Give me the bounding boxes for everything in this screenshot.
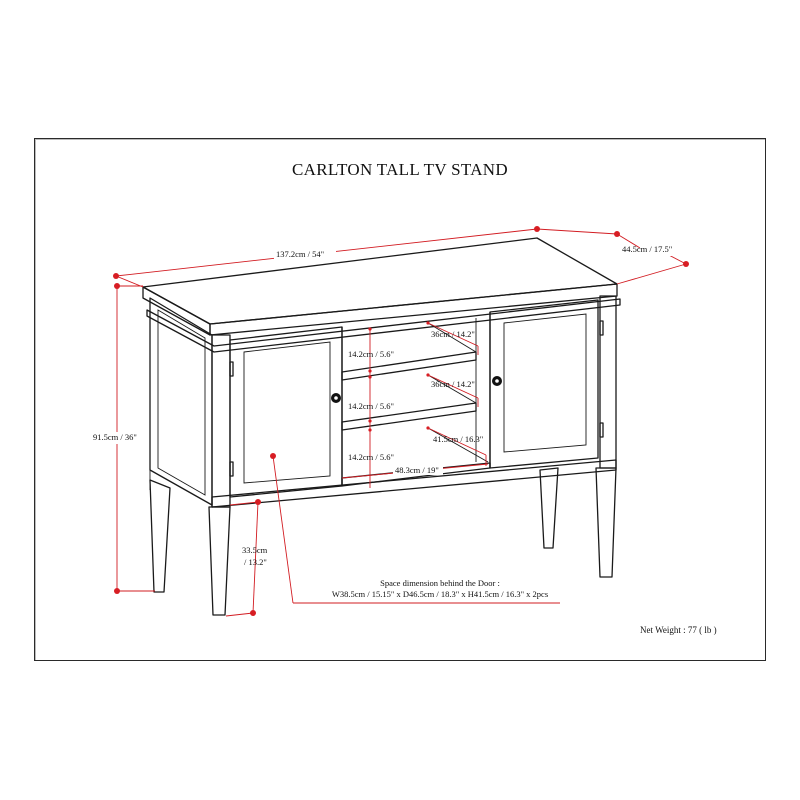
width-label: 137.2cm / 54" bbox=[276, 249, 325, 259]
leg-back-right bbox=[540, 468, 558, 548]
shelf-depth-1-label: 36cm / 14.2" bbox=[431, 329, 475, 339]
tv-stand-outline bbox=[143, 238, 620, 615]
door-space-note bbox=[290, 578, 590, 600]
height-label: 91.5cm / 36" bbox=[93, 432, 137, 442]
opening-width-label: 48.3cm / 19" bbox=[395, 465, 439, 475]
leg-back-left bbox=[150, 480, 170, 592]
net-weight: Net Weight : 77 ( lb ) bbox=[640, 625, 717, 635]
depth-label: 44.5cm / 17.5" bbox=[622, 244, 673, 254]
diagram-title: CARLTON TALL TV STAND bbox=[292, 160, 508, 179]
dimension-labels bbox=[86, 244, 692, 567]
shelf-gap-1-label: 14.2cm / 5.6" bbox=[348, 349, 394, 359]
leg-front-left bbox=[209, 507, 230, 615]
shelf-depth-2-label: 36cm / 14.2" bbox=[431, 379, 475, 389]
leg-height-cm-label: 33.5cm bbox=[242, 545, 268, 555]
shelf-gap-3-label: 14.2cm / 5.6" bbox=[348, 452, 394, 462]
leg-front-right bbox=[596, 468, 616, 577]
leg-height-in-label: / 13.2" bbox=[244, 557, 267, 567]
door-space-heading: Space dimension behind the Door : bbox=[380, 578, 500, 588]
shelf-depth-3-label: 41.5cm / 16.3" bbox=[433, 434, 484, 444]
shelf-gap-2-label: 14.2cm / 5.6" bbox=[348, 401, 394, 411]
door-space-detail: W38.5cm / 15.15" x D46.5cm / 18.3" x H41.5cm / 16.3" x 2pcs bbox=[331, 589, 549, 599]
